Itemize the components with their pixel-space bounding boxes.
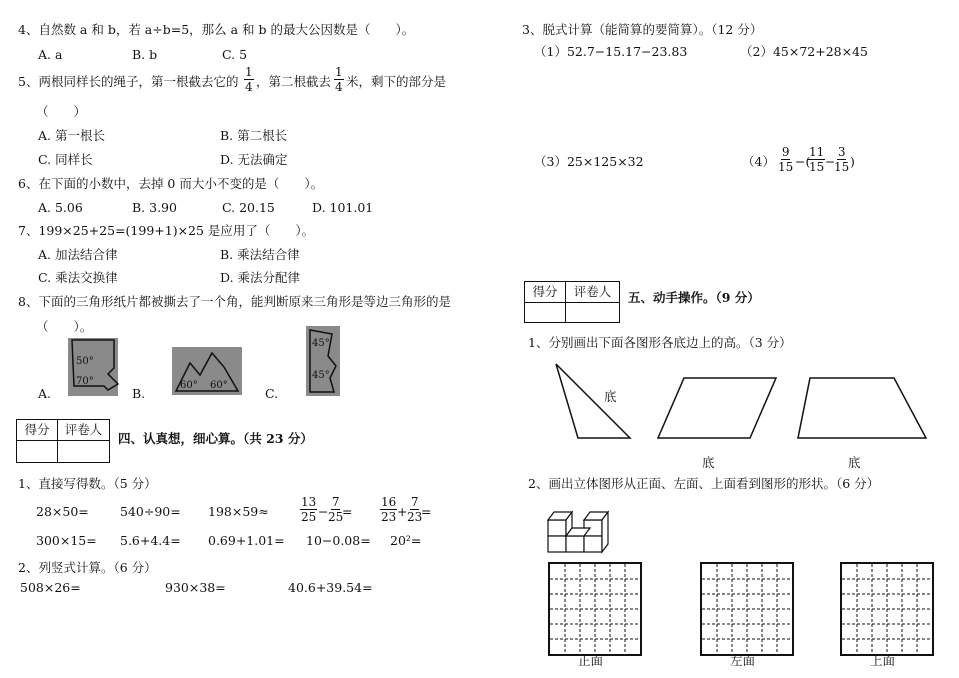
view-label-left: 左面 bbox=[730, 653, 756, 668]
q6-option-c: C. 20.15 bbox=[222, 200, 275, 215]
trapezoid-figure bbox=[796, 376, 928, 440]
p2-title: 2、列竖式计算。（6 分） bbox=[18, 560, 157, 575]
angle-label: 60° bbox=[210, 380, 228, 391]
p1-item: 10−0.08= bbox=[306, 533, 371, 548]
q7-option-a: A. 加法结合律 bbox=[38, 247, 118, 262]
p1-item: 540÷90= bbox=[120, 504, 181, 519]
score-box bbox=[16, 419, 110, 463]
q7-option-b: B. 乘法结合律 bbox=[220, 247, 300, 262]
q8-option-c: C. bbox=[265, 386, 279, 401]
q5-paren: （ ） bbox=[36, 104, 87, 119]
q7-stem: 7、199×25+25=(199+1)×25 是应用了（ ）。 bbox=[18, 223, 315, 238]
p1-fraction: $\frac{7}{25}$ bbox=[328, 495, 344, 524]
angle-label: 45° bbox=[312, 370, 330, 381]
dashed-grid-lines bbox=[842, 564, 932, 654]
p3-item-4: （4） bbox=[742, 154, 775, 169]
p1-item: 300×15= bbox=[36, 533, 97, 548]
triangle-figure bbox=[554, 362, 634, 440]
p2-item: 40.6+39.54= bbox=[288, 580, 373, 595]
left-view-grid[interactable] bbox=[700, 562, 794, 656]
solid-figure bbox=[546, 506, 612, 554]
angle-label: 50° bbox=[76, 356, 94, 367]
angle-label: 60° bbox=[180, 380, 198, 391]
p2-item: 930×38= bbox=[165, 580, 226, 595]
base-label: 底 bbox=[702, 455, 715, 470]
angle-label: 70° bbox=[76, 376, 94, 387]
p1-title: 1、直接写得数。（5 分） bbox=[18, 476, 157, 491]
p1-fraction: $\frac{13}{25}$ bbox=[301, 495, 317, 524]
q6-option-a: A. 5.06 bbox=[38, 200, 83, 215]
base-label: 底 bbox=[848, 455, 861, 470]
p3-item-2: （2）45×72+28×45 bbox=[740, 44, 868, 59]
p3-title: 3、脱式计算（能简算的要简算）。（12 分） bbox=[522, 22, 763, 37]
q4-option-b: B. b bbox=[132, 47, 158, 62]
torn-triangle-c bbox=[300, 326, 346, 398]
q6-option-b: B. 3.90 bbox=[132, 200, 177, 215]
q5-fraction-2: $\frac{1}{4}$ bbox=[335, 65, 343, 94]
q5-stem-b: ，第二根截去 bbox=[256, 74, 332, 89]
p2-item: 508×26= bbox=[20, 580, 81, 595]
p3-item-3: （3）25×125×32 bbox=[534, 154, 644, 169]
q6-option-d: D. 101.01 bbox=[312, 200, 374, 215]
q8-option-a: A. bbox=[38, 386, 52, 401]
score-box bbox=[524, 281, 620, 323]
q7-option-c: C. 乘法交换律 bbox=[38, 270, 118, 285]
p3-fraction: $\frac{9}{15}$ bbox=[778, 145, 794, 174]
p1-item: 20²= bbox=[390, 533, 422, 548]
p3-fraction: $\frac{3}{15}$ bbox=[834, 145, 850, 174]
q8-stem: 8、下面的三角形纸片都被撕去了一个角，能判断原来三角形是等边三角形的是 bbox=[18, 294, 451, 309]
view-label-front: 正面 bbox=[578, 653, 604, 668]
q4-option-a: A. a bbox=[38, 47, 63, 62]
grader-label: 评卷人 bbox=[64, 422, 103, 437]
p3-fraction: $\frac{11}{15}$ bbox=[809, 145, 825, 174]
q5-option-d: D. 无法确定 bbox=[220, 152, 288, 167]
score-label: 得分 bbox=[532, 284, 558, 299]
q5-option-a: A. 第一根长 bbox=[38, 128, 105, 143]
dashed-grid-lines bbox=[550, 564, 640, 654]
q4-option-c: C. 5 bbox=[222, 47, 248, 62]
p1-item: 28×50= bbox=[36, 504, 89, 519]
q5-option-b: B. 第二根长 bbox=[220, 128, 288, 143]
section-4-title: 四、认真想，细心算。（共 23 分） bbox=[118, 431, 313, 446]
q7-option-d: D. 乘法分配律 bbox=[220, 270, 301, 285]
p1-item: 5.6+4.4= bbox=[120, 533, 181, 548]
torn-triangle-b bbox=[172, 345, 244, 397]
p1-item: 0.69+1.01= bbox=[208, 533, 285, 548]
q4-stem: 4、自然数 a 和 b，若 a÷b=5，那么 a 和 b 的最大公因数是（ ）。 bbox=[18, 22, 415, 37]
p1-fraction: $\frac{16}{23}$ bbox=[381, 495, 397, 524]
s2-title: 2、画出立体图形从正面、左面、上面看到图形的形状。（6 分） bbox=[528, 476, 880, 491]
q5-stem-a: 5、两根同样长的绳子，第一根截去它的 bbox=[18, 74, 239, 89]
section-5-title: 五、动手操作。（9 分） bbox=[628, 290, 760, 305]
grader-label: 评卷人 bbox=[573, 284, 612, 299]
q6-stem: 6、在下面的小数中，去掉 0 而大小不变的是（ ）。 bbox=[18, 176, 324, 191]
p3-item-1: （1）52.7−15.17−23.83 bbox=[534, 44, 688, 59]
s1-title: 1、分别画出下面各图形各底边上的高。（3 分） bbox=[528, 335, 792, 350]
torn-triangle-a bbox=[68, 338, 124, 400]
dashed-grid-lines bbox=[702, 564, 792, 654]
front-view-grid[interactable] bbox=[548, 562, 642, 656]
q5-option-c: C. 同样长 bbox=[38, 152, 93, 167]
angle-label: 45° bbox=[312, 338, 330, 349]
base-label: 底 bbox=[604, 389, 617, 404]
q5-fraction-1: $\frac{1}{4}$ bbox=[245, 65, 253, 94]
q5-stem-c: 米，剩下的部分是 bbox=[346, 74, 447, 89]
p1-item: 198×59≈ bbox=[208, 504, 269, 519]
view-label-top: 上面 bbox=[870, 653, 896, 668]
q8-paren: （ ）。 bbox=[36, 319, 93, 334]
p1-fraction: $\frac{7}{23}$ bbox=[407, 495, 423, 524]
score-label: 得分 bbox=[24, 422, 50, 437]
parallelogram-figure bbox=[656, 376, 780, 440]
q8-option-b: B. bbox=[132, 386, 146, 401]
top-view-grid[interactable] bbox=[840, 562, 934, 656]
